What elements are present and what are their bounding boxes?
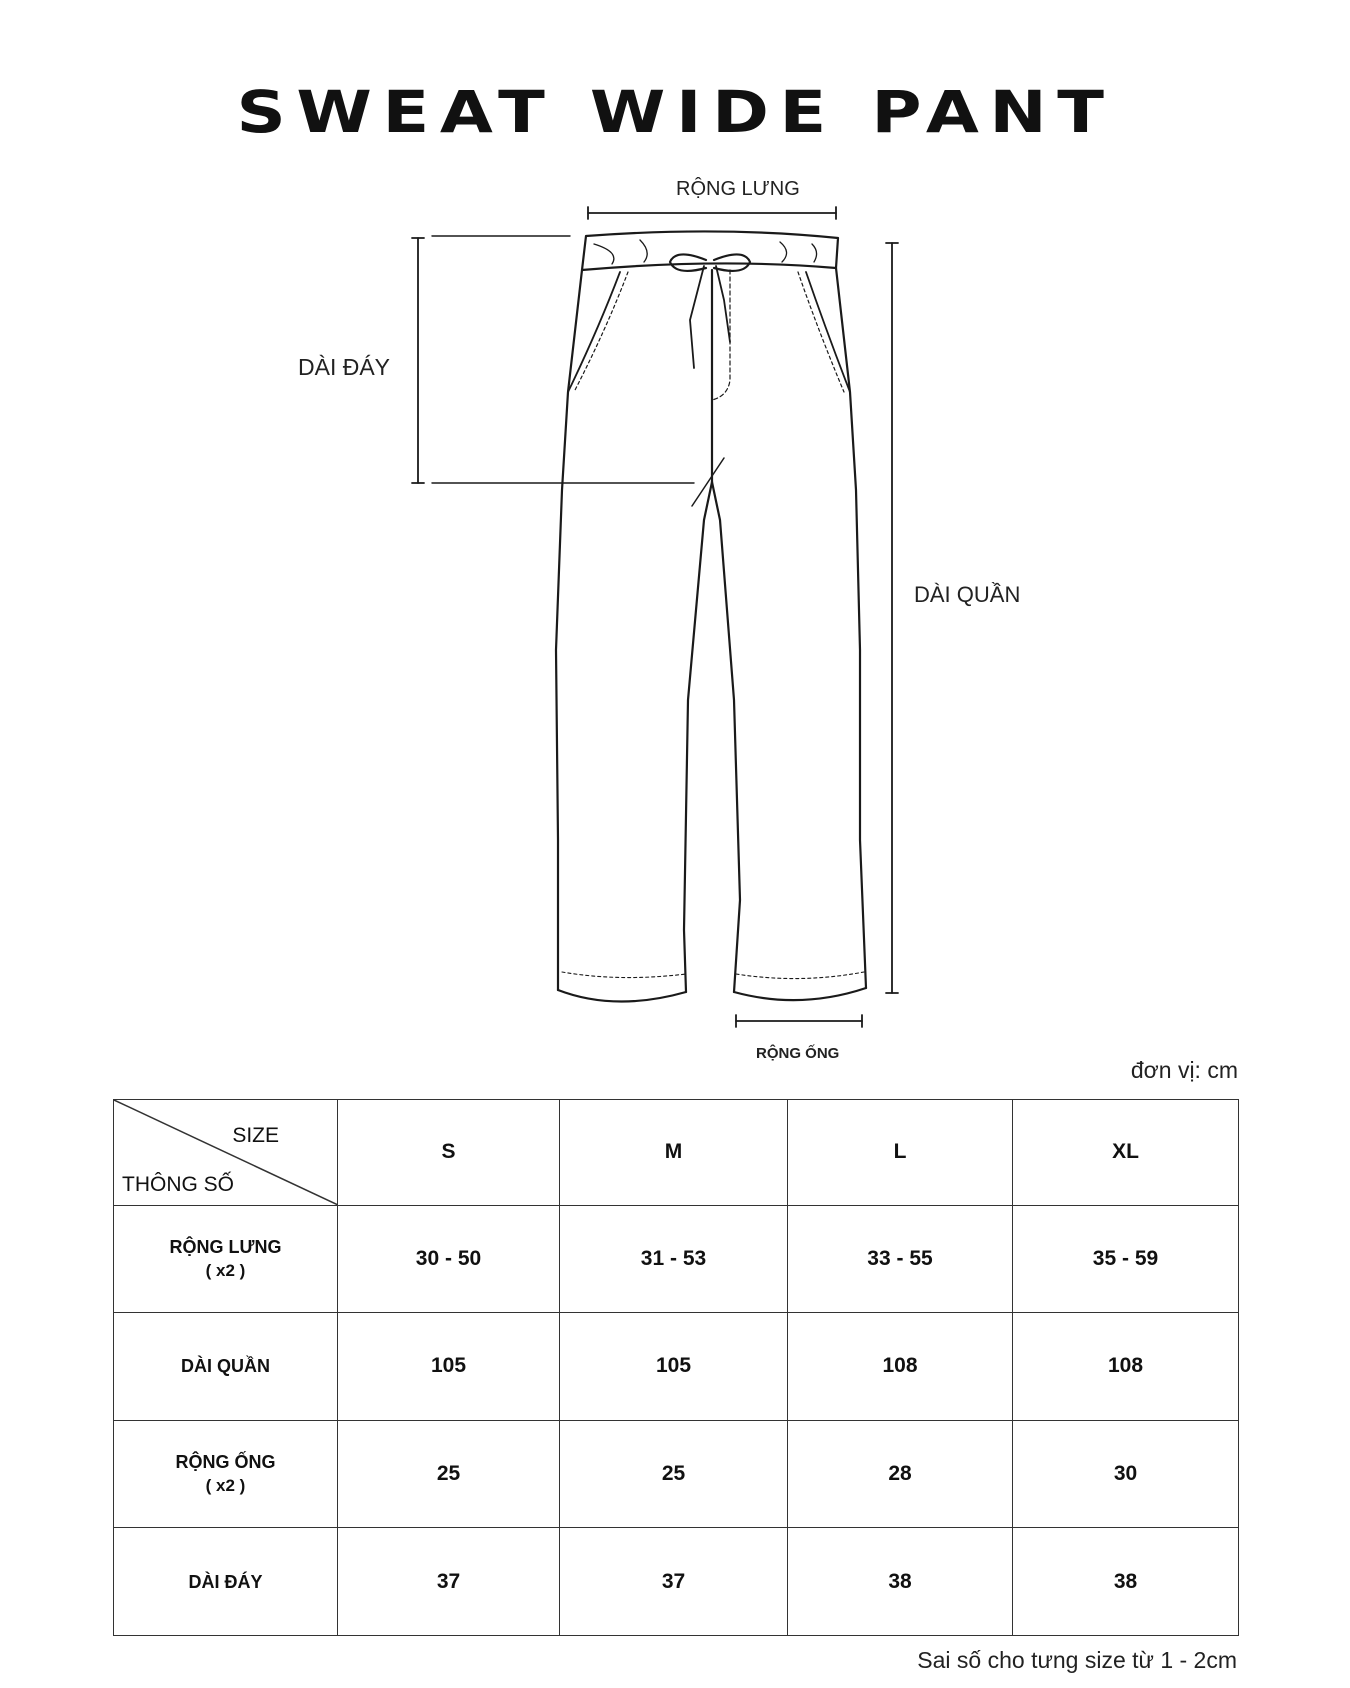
value-cell: 105 [560,1313,788,1421]
value-cell: 38 [788,1528,1013,1636]
size-header-l: L [788,1100,1013,1206]
table-row [114,1528,1239,1636]
table-corner-cell [114,1100,338,1206]
leg-opening-label: RỘNG ỐNG [756,1045,840,1062]
value-cell: 38 [1013,1528,1239,1636]
table-row [114,1205,1239,1313]
row-label-multiplier: ( x2 ) [205,1476,246,1496]
value-cell: 25 [560,1420,788,1528]
size-header-m: M [560,1100,788,1206]
value-cell: 33 - 55 [788,1205,1013,1313]
value-cell: 35 - 59 [1013,1205,1239,1313]
value-cell: 108 [1013,1313,1239,1421]
row-label: DÀI QUẦN [181,1356,270,1377]
row-label-cell [114,1313,338,1421]
row-label-cell [114,1205,338,1313]
size-chart-table [113,1099,1239,1636]
value-cell: 37 [338,1528,560,1636]
value-cell: 31 - 53 [560,1205,788,1313]
tolerance-note: Sai số cho tưng size từ 1 - 2cm [917,1647,1237,1673]
unit-label: đơn vị: cm [1130,1057,1238,1083]
value-cell: 37 [560,1528,788,1636]
page-title: SWEAT WIDE PANT [236,78,1115,146]
row-label: RỘNG ỐNG [175,1452,276,1473]
value-cell: 108 [788,1313,1013,1421]
rise-length-label: DÀI ĐÁY [298,354,391,380]
waist-width-label: RỘNG LƯNG [676,178,800,200]
row-label: RỘNG LƯNG [169,1236,282,1257]
value-cell: 28 [788,1420,1013,1528]
corner-spec-label: THÔNG SỐ [122,1172,235,1196]
row-label-multiplier: ( x2 ) [205,1260,246,1280]
value-cell: 30 [1013,1420,1239,1528]
table-row [114,1313,1239,1421]
value-cell: 30 - 50 [338,1205,560,1313]
table-header-row [114,1100,1239,1206]
pant-length-label: DÀI QUẦN [914,582,1021,607]
corner-size-label: SIZE [232,1124,279,1147]
size-header-s: S [338,1100,560,1206]
size-header-xl: XL [1013,1100,1239,1206]
table-row [114,1420,1239,1528]
row-label: DÀI ĐÁY [188,1571,263,1592]
row-label-cell [114,1420,338,1528]
value-cell: 25 [338,1420,560,1528]
value-cell: 105 [338,1313,560,1421]
row-label-cell [114,1528,338,1636]
